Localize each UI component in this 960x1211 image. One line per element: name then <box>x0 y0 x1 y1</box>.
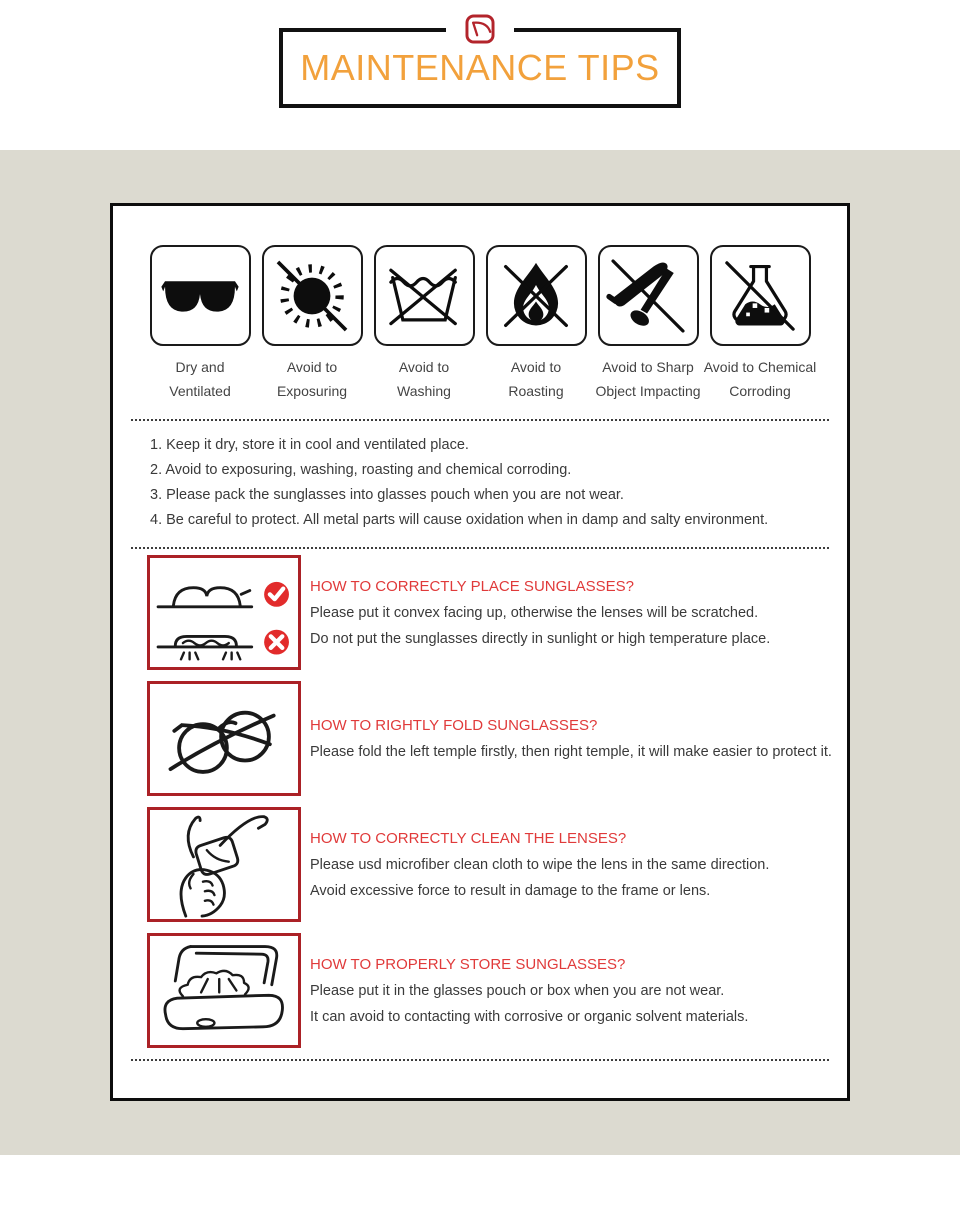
care-icon-item <box>703 245 817 399</box>
page-title: MAINTENANCE TIPS <box>300 47 660 88</box>
no-chemicals-icon <box>710 245 811 346</box>
howto-section-place <box>147 555 829 670</box>
howto-line: Please put it convex facing up, otherwise the lenses will be scratched. <box>310 604 759 621</box>
howto-line: Do not put the sunglasses directly in sunlight or high temperature place. <box>310 630 771 647</box>
care-icon-item <box>486 245 587 398</box>
howto-section-clean <box>147 807 829 922</box>
care-icon-item <box>150 245 251 398</box>
tips-list <box>131 433 829 533</box>
care-icon-caption: Avoid to <box>510 359 562 375</box>
no-fire-icon <box>486 245 587 346</box>
care-icon-caption: Avoid to <box>286 359 338 375</box>
howto-line: Avoid excessive force to result in damage to the frame or lens. <box>310 882 711 899</box>
care-icon-caption: Object Impacting <box>595 383 701 399</box>
tip-item: 2. Avoid to exposuring, washing, roasting and chemical corroding. <box>150 462 572 478</box>
howto-line: Please usd microfiber clean cloth to wipe the lens in the same direction. <box>310 856 770 873</box>
howto-heading: HOW TO CORRECTLY CLEAN THE LENSES? <box>310 829 627 847</box>
tip-item: 1. Keep it dry, store it in cool and ventilated place. <box>150 437 469 453</box>
header <box>0 0 960 150</box>
howto-heading: HOW TO CORRECTLY PLACE SUNGLASSES? <box>310 577 634 595</box>
glasses-logo-icon <box>446 12 514 46</box>
howto-line: Please put it in the glasses pouch or box when you are not wear. <box>310 982 725 999</box>
divider <box>131 419 829 421</box>
care-icons-row <box>131 245 829 398</box>
sunglasses-icon <box>150 245 251 346</box>
store-sunglasses-illustration <box>147 933 301 1048</box>
content-panel <box>0 150 960 1155</box>
howto-line: It can avoid to contacting with corrosive or organic solvent materials. <box>310 1008 749 1025</box>
tip-item: 4. Be careful to protect. All metal parts will cause oxidation when in damp and salty environment. <box>150 512 769 528</box>
divider <box>131 1059 829 1061</box>
care-icon-item <box>374 245 475 398</box>
care-icon-caption: Corroding <box>729 383 791 399</box>
no-sun-exposure-icon <box>262 245 363 346</box>
howto-heading: HOW TO RIGHTLY FOLD SUNGLASSES? <box>310 716 598 734</box>
howto-section-fold <box>147 681 832 796</box>
tip-item: 3. Please pack the sunglasses into glasses pouch when you are not wear. <box>150 487 624 503</box>
care-icon-caption: Exposuring <box>276 383 348 399</box>
care-icon-caption: Ventilated <box>169 383 231 399</box>
care-icon-caption: Dry and <box>175 359 225 375</box>
howto-text <box>310 555 770 670</box>
howto-line: Please fold the left temple firstly, then right temple, it will make easier to protect it. <box>310 743 832 760</box>
care-icon-item <box>262 245 363 398</box>
care-icon-caption: Avoid to Sharp <box>602 359 694 375</box>
howto-heading: HOW TO PROPERLY STORE SUNGLASSES? <box>310 955 626 973</box>
care-icon-caption: Avoid to <box>398 359 450 375</box>
howto-section-store <box>147 933 829 1048</box>
maintenance-card <box>110 203 850 1101</box>
howto-text <box>310 807 769 922</box>
place-sunglasses-illustration <box>147 555 301 670</box>
care-icon-caption: Washing <box>397 383 451 399</box>
care-icon-caption: Roasting <box>508 383 564 399</box>
care-icon-item <box>595 245 701 399</box>
no-washing-icon <box>374 245 475 346</box>
care-icon-caption: Avoid to Chemical <box>703 359 817 375</box>
howto-text <box>310 681 832 796</box>
fold-sunglasses-illustration <box>147 681 301 796</box>
divider <box>131 547 829 549</box>
howto-text <box>310 933 748 1048</box>
title-box <box>279 28 681 108</box>
clean-lenses-illustration <box>147 807 301 922</box>
no-sharp-objects-icon <box>598 245 699 346</box>
